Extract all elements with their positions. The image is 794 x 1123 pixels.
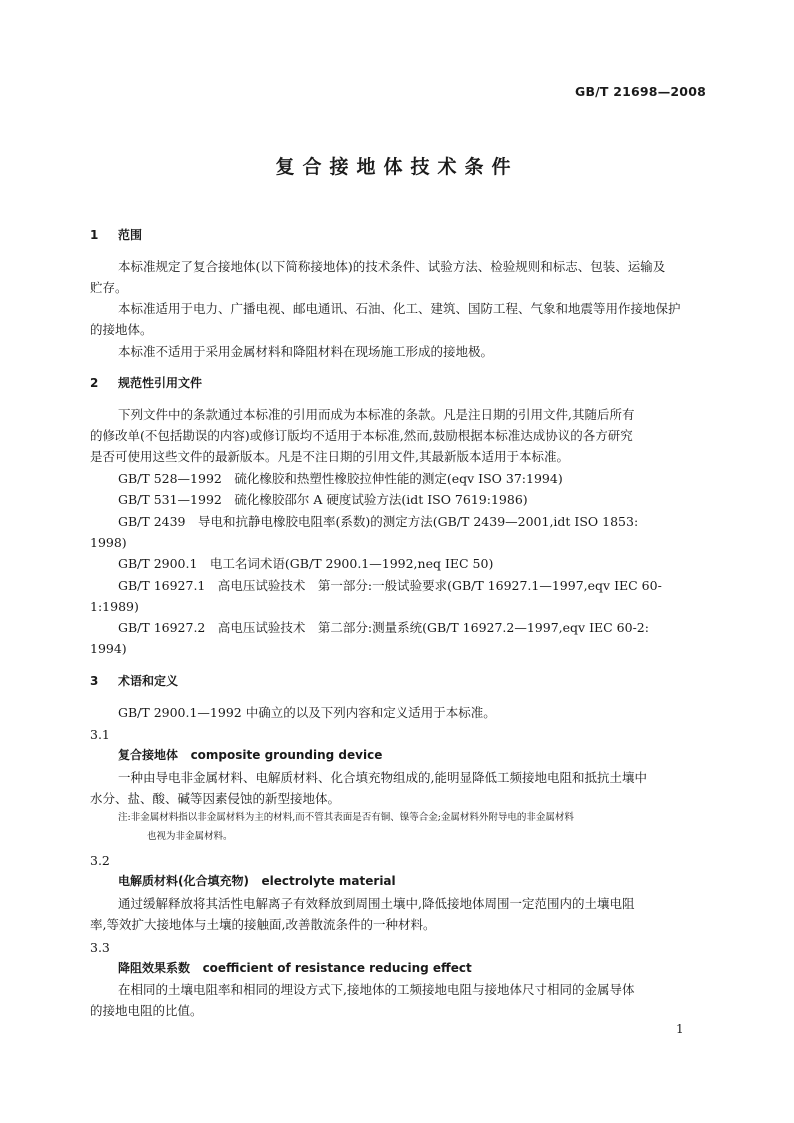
section-number: 1 <box>90 228 99 242</box>
note-line: 也视为非金属材料。 <box>147 831 233 842</box>
definition-line: 水分、盐、酸、碱等因素侵蚀的新型接地体。 <box>90 791 341 806</box>
section-title: 范围 <box>118 228 143 242</box>
section-number: 2 <box>90 376 99 390</box>
clause-number: 3.1 <box>90 727 110 742</box>
term-heading <box>118 959 472 976</box>
term-english: composite grounding device <box>190 748 383 762</box>
paragraph-line: 下列文件中的条款通过本标准的引用而成为本标准的条款。凡是注日期的引用文件,其随后所有 <box>118 407 635 422</box>
section-3-heading <box>90 672 178 689</box>
section-1-heading <box>90 226 142 243</box>
paragraph-line: 本标准不适用于采用金属材料和降阻材料在现场施工形成的接地极。 <box>118 344 494 359</box>
document-title: 复合接地体技术条件 <box>275 156 519 178</box>
note-line: 注:非金属材料指以非金属材料为主的材料,而不管其表面是否有铜、镍等合金;金属材料外附导电的非金属材料 <box>118 812 574 823</box>
page-number: 1 <box>676 1022 684 1036</box>
term-heading <box>118 872 396 889</box>
section-title: 术语和定义 <box>118 674 179 688</box>
definition-line: 在相同的土壤电阻率和相同的埋设方式下,接地体的工频接地电阻与接地体尺寸相同的金属导体 <box>118 982 635 997</box>
term-english: electrolyte material <box>261 874 396 888</box>
reference-item-continued: 1994) <box>90 641 127 656</box>
paragraph-line: 是否可使用这些文件的最新版本。凡是不注日期的引用文件,其最新版本适用于本标准。 <box>90 449 569 464</box>
paragraph-line: 本标准规定了复合接地体(以下简称接地体)的技术条件、试验方法、检验规则和标志、包装、运输及 <box>118 259 666 274</box>
section-number: 3 <box>90 674 99 688</box>
paragraph-line: 本标准适用于电力、广播电视、邮电通讯、石油、化工、建筑、国防工程、气象和地震等用作接地保护 <box>118 301 681 316</box>
standard-number: GB/T 21698—2008 <box>574 84 706 99</box>
reference-item: GB/T 16927.2 高电压试验技术 第二部分:测量系统(GB/T 16927.2—1997,eqv IEC 60-2: <box>118 620 649 635</box>
reference-item: GB/T 2439 导电和抗静电橡胶电阻率(系数)的测定方法(GB/T 2439—2001,idt ISO 1853: <box>118 514 639 529</box>
clause-number: 3.3 <box>90 940 110 955</box>
reference-item-continued: 1:1989) <box>90 599 139 614</box>
reference-item: GB/T 528—1992 硫化橡胶和热塑性橡胶拉伸性能的测定(eqv ISO 37:1994) <box>118 471 563 486</box>
paragraph-line: 贮存。 <box>90 280 128 295</box>
clause-number: 3.2 <box>90 853 110 868</box>
definition-line: 的接地电阻的比值。 <box>90 1003 203 1018</box>
paragraph-line: GB/T 2900.1—1992 中确立的以及下列内容和定义适用于本标准。 <box>118 705 496 720</box>
reference-item: GB/T 2900.1 电工名词术语(GB/T 2900.1—1992,neq IEC 50) <box>118 556 494 571</box>
term-heading <box>118 746 382 763</box>
reference-item: GB/T 531—1992 硫化橡胶邵尔 A 硬度试验方法(idt ISO 7619:1986) <box>118 492 528 507</box>
term-chinese: 降阻效果系数 <box>118 961 191 975</box>
section-title: 规范性引用文件 <box>118 376 203 390</box>
section-2-heading <box>90 374 202 391</box>
term-chinese: 复合接地体 <box>118 748 179 762</box>
reference-item-continued: 1998) <box>90 535 127 550</box>
definition-line: 率,等效扩大接地体与土壤的接触面,改善散流条件的一种材料。 <box>90 917 436 932</box>
paragraph-line: 的接地体。 <box>90 322 153 337</box>
term-chinese: 电解质材料(化合填充物) <box>118 874 249 888</box>
reference-item: GB/T 16927.1 高电压试验技术 第一部分:一般试验要求(GB/T 16927.1—1997,eqv IEC 60- <box>118 578 662 593</box>
term-english: coefficient of resistance reducing effect <box>202 961 472 975</box>
definition-line: 通过缓解释放将其活性电解离子有效释放到周围土壤中,降低接地体周围一定范围内的土壤电阻 <box>118 896 635 911</box>
definition-line: 一种由导电非金属材料、电解质材料、化合填充物组成的,能明显降低工频接地电阻和抵抗土壤中 <box>118 770 647 785</box>
paragraph-line: 的修改单(不包括勘误的内容)或修订版均不适用于本标准,然而,鼓励根据本标准达成协议的各方研究 <box>90 428 633 443</box>
